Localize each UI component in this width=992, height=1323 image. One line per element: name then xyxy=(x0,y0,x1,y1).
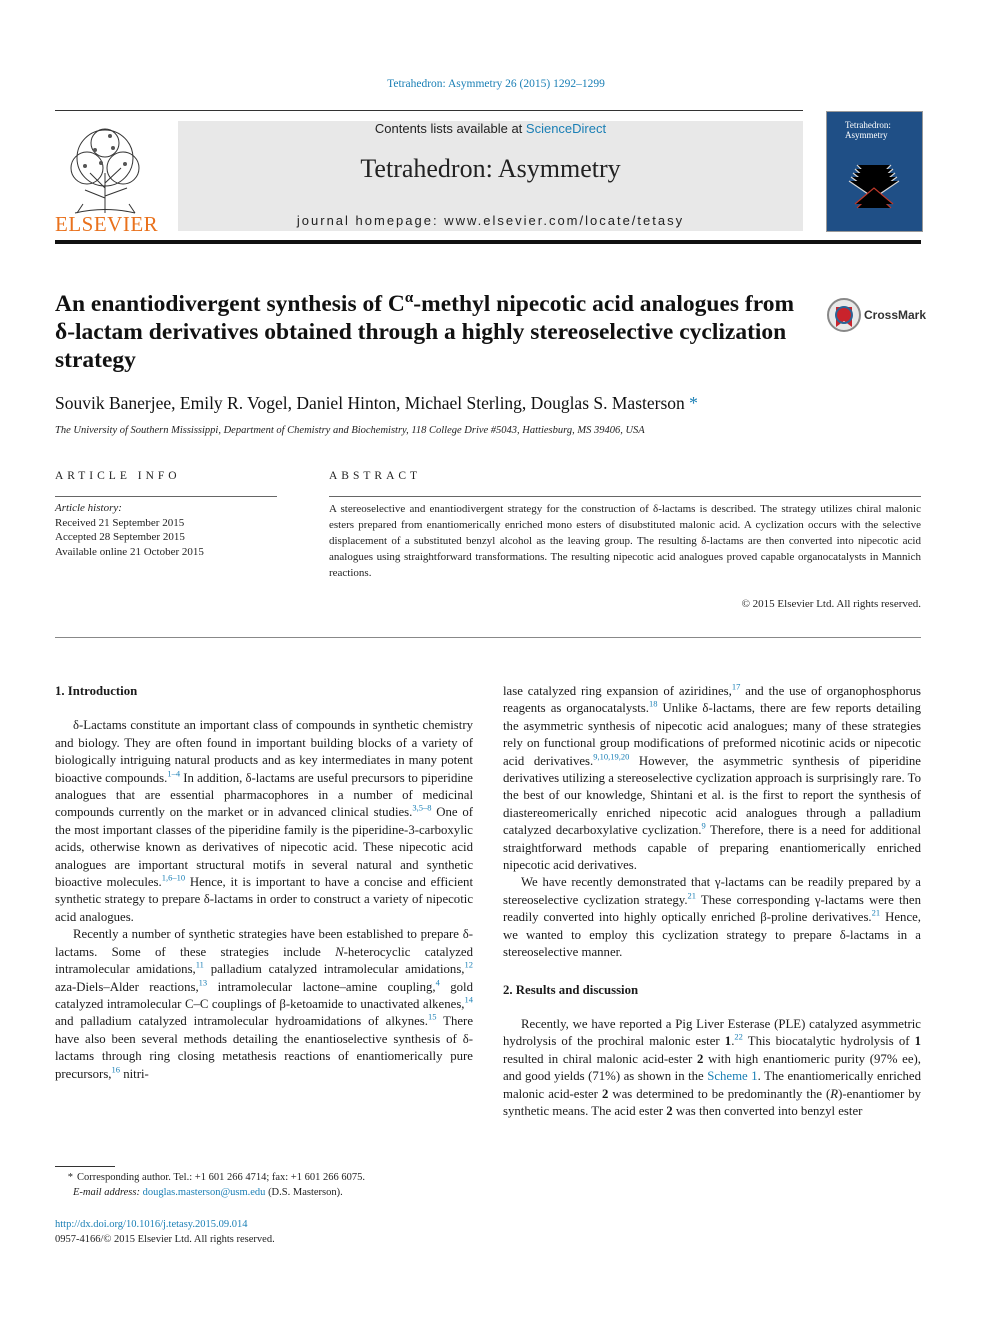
right-column xyxy=(503,683,921,1120)
intro-paragraph-2: Recently a number of synthetic strategies have been established to prepare δ-lactams. Some of these strategies include N-heterocyclic catalyzed intramolecular amidations,$^{11}$ palladium catalyzed intramolecular amidations,$^{12}$ aza-Diels–Alder reactions,$^{13}$ intramolecular lactone–amine coupling,$^4$ gold catalyzed intramolecular C–C couplings of β-ketoamide to unactivated alkenes,$^{14}$ and palladium catalyzed intramolecular hydroamidations of alkynes.$^{15}$ There have also been several methods detailing the enantioselective synthesis of δ-lactams through ring closing metathesis reactions of enantiomerically pure precursors,$^{16}$ nitri- xyxy=(55,927,474,1081)
article-info-rule xyxy=(55,496,277,497)
doi-link[interactable]: http://dx.doi.org/10.1016/j.tetasy.2015.09.014 xyxy=(55,1219,248,1230)
elsevier-wordmark: ELSEVIER xyxy=(55,212,159,236)
ref-1-4[interactable]: 1–4 xyxy=(167,768,181,779)
ref-3-5-8[interactable]: 3,5–8 xyxy=(412,803,432,814)
results-paragraph-1: Recently, we have reported a Pig Liver Esterase (PLE) catalyzed asymmetric hydrolysis of the prochiral malonic ester 1.22 This biocatalytic hydrolysis of 1 resulted in chiral malonic acid-ester 2 with high enantiomeric purity (97% ee), and good yields (71%) as shown in the Scheme 1. The enantiomerically enriched malonic acid-ester 2 was determined to be predominantly the (R)-enantiomer by synthetic means. The acid ester 2 was then converted into benzyl ester xyxy=(503,1016,921,1118)
ref-13[interactable]: 13 xyxy=(198,977,208,988)
issn-line: 0957-4166/© 2015 Elsevier Ltd. All rights reserved. xyxy=(55,1234,275,1245)
ref-22[interactable]: 22 xyxy=(734,1032,743,1043)
email-link[interactable]: douglas.masterson@usm.edu xyxy=(142,1187,266,1198)
cover-graphic xyxy=(827,140,922,220)
abstract-label: ABSTRACT xyxy=(329,470,422,482)
online-date: Available online 21 October 2015 xyxy=(55,545,204,558)
doi-block xyxy=(55,1217,275,1247)
sciencedirect-link[interactable]: ScienceDirect xyxy=(525,121,607,136)
header-rule xyxy=(55,240,921,244)
title-part-2: -methyl nipecotic acid analogues from δ-lactam derivatives obtained through a highly stereoselective cyclization strategy xyxy=(55,291,795,373)
corresponding-author-note xyxy=(55,1170,475,1185)
email-line xyxy=(55,1185,475,1200)
ref-1-6-10[interactable]: 1,6–10 xyxy=(161,872,186,883)
abstract-rule xyxy=(329,496,921,497)
ref-11[interactable]: 11 xyxy=(195,959,204,970)
ref-14[interactable]: 14 xyxy=(464,994,473,1005)
section-2-heading: 2. Results and discussion xyxy=(503,982,639,997)
author-list xyxy=(55,393,921,414)
email-suffix: (D.S. Masterson). xyxy=(265,1187,343,1198)
corresponding-author-mark[interactable]: * xyxy=(689,393,698,413)
left-column xyxy=(55,683,473,1083)
ref-16[interactable]: 16 xyxy=(111,1064,120,1075)
abstract-bottom-rule xyxy=(55,637,921,638)
authors-text: Souvik Banerjee, Emily R. Vogel, Daniel Hinton, Michael Sterling, Douglas S. Masterson xyxy=(55,393,685,413)
crossmark-label[interactable]: CrossMark xyxy=(864,308,927,322)
title-alpha: α xyxy=(404,290,414,307)
article-info-label: ARTICLE INFO xyxy=(55,470,181,482)
footnote-rule xyxy=(55,1166,115,1167)
intro-paragraph-3: We have recently demonstrated that γ-lactams can be readily prepared by a stereoselective cyclization strategy.$^{21}$ These corresponding γ-lactams were then readily converted into highly optically enriched β-proline derivatives.$^{21}$ Hence, we wanted to employ this cyclization strategy to prepare δ-lactams in a stereoselective manner. xyxy=(503,875,921,960)
scheme-1-link[interactable]: Scheme 1 xyxy=(707,1069,758,1084)
intro-continuation-start: nitri- xyxy=(120,1066,149,1081)
ref-18[interactable]: 18 xyxy=(648,699,658,710)
intro-paragraph-1: δ-Lactams constitute an important class of compounds in synthetic chemistry and biology. They are often found in important building blocks of a variety of biologically intriguing natural products and as key intermediates in many potent bioactive compounds.$^{1-4}$ In addition, δ-lactams are useful precursors to piperidine analogues that are essential pharmacophores in a number of medicinal compounds currently on the market or in advanced clinical studies.$^{3,5-8}$ One of the most important classes of the piperidine family is the piperidine-3-carboxylic acids, otherwise known as derivatives of nipecotic acid. These nipecotic acid analogues are important structural motifs in several natural and synthetic bioactive molecules.$^{1,6-10}$ Hence, it is important to have a concise and efficient synthetic strategy to prepare δ-lactams in order to construct a variety of nipecotic acid analogues. xyxy=(55,718,474,924)
ref-21a[interactable]: 21 xyxy=(687,890,697,901)
contents-available xyxy=(178,121,803,136)
corresponding-text: Corresponding author. Tel.: +1 601 266 4714; fax: +1 601 266 6075. xyxy=(77,1172,365,1183)
section-1-heading: 1. Introduction xyxy=(55,684,138,698)
ref-9-10-19-20[interactable]: 9,10,19,20 xyxy=(593,751,630,762)
cover-title: Tetrahedron: Asymmetry xyxy=(845,120,891,140)
ref-17[interactable]: 17 xyxy=(731,681,741,692)
email-label: E-mail address: xyxy=(73,1187,140,1198)
journal-homepage[interactable]: journal homepage: www.elsevier.com/locate/tetasy xyxy=(296,213,685,228)
abstract-copyright: © 2015 Elsevier Ltd. All rights reserved. xyxy=(741,598,921,610)
contents-prefix: Contents lists available at xyxy=(374,121,526,136)
ref-9[interactable]: 9 xyxy=(701,820,706,831)
crossmark-icon[interactable] xyxy=(826,297,862,333)
ref-4[interactable]: 4 xyxy=(435,977,440,988)
journal-name: Tetrahedron: Asymmetry xyxy=(360,154,621,183)
journal-cover xyxy=(826,111,923,232)
ref-15[interactable]: 15 xyxy=(427,1012,437,1023)
received-date: Received 21 September 2015 xyxy=(55,516,185,529)
intro-continuation-end: lase catalyzed ring expansion of aziridines, xyxy=(503,684,732,698)
footnote-mark: * xyxy=(67,1172,73,1183)
header-top-rule xyxy=(55,110,803,111)
title-part-1: An enantiodivergent synthesis of C xyxy=(55,291,405,317)
affiliation: The University of Southern Mississippi, Department of Chemistry and Biochemistry, 118 College Drive #5043, Hattiesburg, MS 39406, USA xyxy=(55,425,645,436)
intro-paragraph-2-continued: lase catalyzed ring expansion of aziridines,$^{17}$ and the use of organophosphorus reagents as organocatalysts.$^{18}$ Unlike δ-lactams, there are few reports detailing the asymmetric synthesis of nipecotic acid analogues; many of these strategies rely on functional group modifications of preformed nicotinic acids or nipecotic acid derivatives.$^{9,10,19,20}$ However, the asymmetric synthesis of piperidine derivatives utilizing a stereoselective cyclization approach is surprisingly rare. To the best of our knowledge, Shintani et al. is the first to report the synthesis of diastereomerically enriched nipecotic acid analogues through a palladium catalyzed decarboxylative cyclization.$^9$ Therefore, there is a need for additional straightforward methods capable of preparing enantiomerically enriched nipecotic acid derivatives. xyxy=(503,681,922,873)
journal-citation[interactable]: Tetrahedron: Asymmetry 26 (2015) 1292–1299 xyxy=(387,78,605,90)
accepted-date: Accepted 28 September 2015 xyxy=(55,531,185,543)
ref-12[interactable]: 12 xyxy=(464,959,473,970)
ref-21b[interactable]: 21 xyxy=(871,908,881,919)
article-history xyxy=(55,501,277,559)
abstract-text: A stereoselective and enantiodivergent strategy for the construction of δ-lactams is described. The strategy utilizes chiral malonic esters prepared from enantiomerically enriched mono esters of disubstituted malonic acid. A cyclization occurs with the selective displacement of a substituted benzyl alcohol as the leaving group. The resulting δ-lactams are then converted into nipecotic acid analogues using straightforward transformations. The resulting nipecotic acid analogues proved capable organocatalysts in Mannich reactions. xyxy=(329,503,921,579)
history-label: Article history: xyxy=(55,502,122,514)
footnote xyxy=(55,1170,475,1200)
article-title xyxy=(55,290,815,374)
